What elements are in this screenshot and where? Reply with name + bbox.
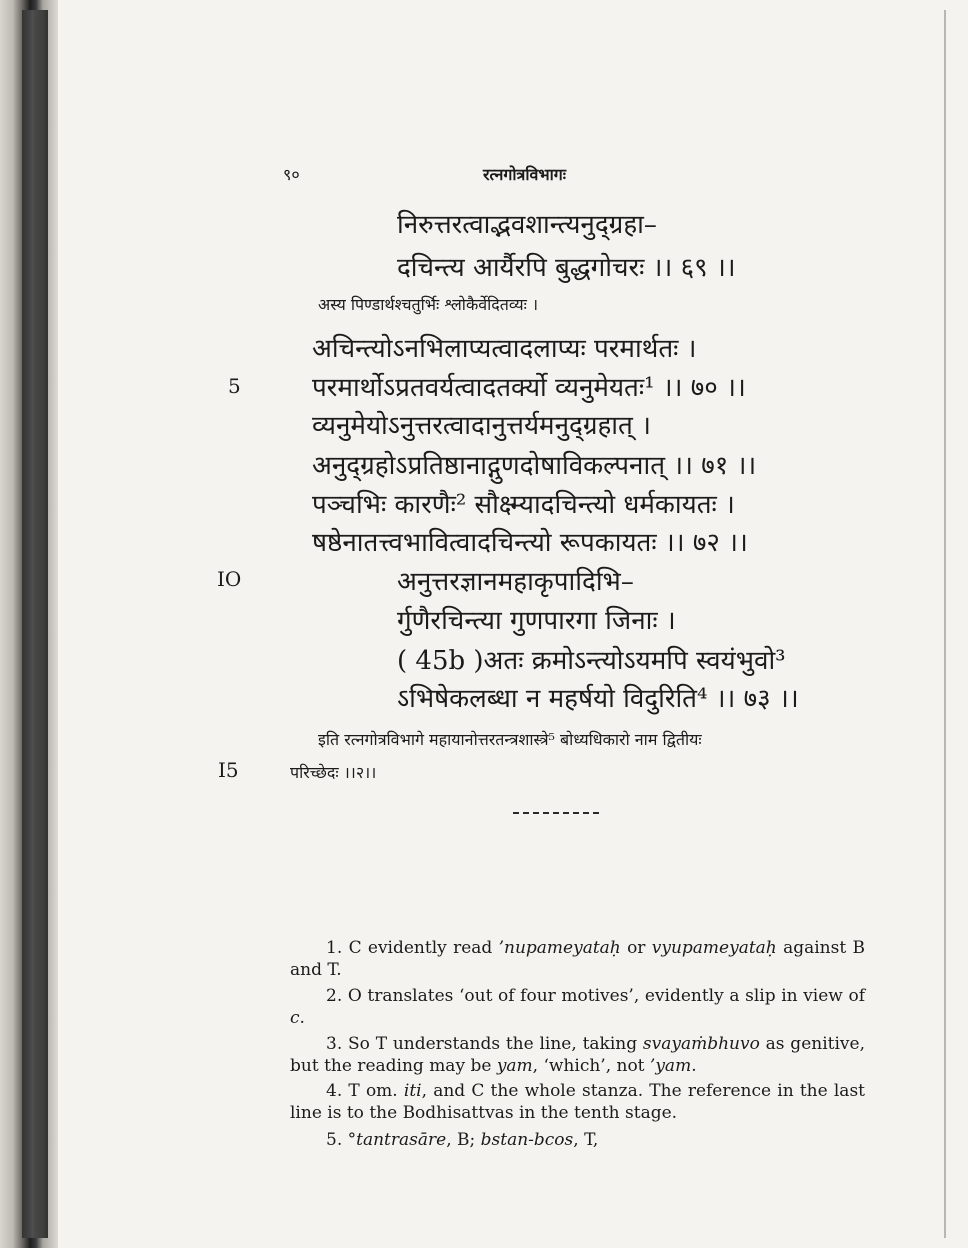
footnote-text: against B and T. bbox=[290, 938, 865, 980]
verse-line: व्यनुमेयोऽनुत्तरत्वादानुत्तर्यमनुद्ग्रहात् । bbox=[312, 411, 651, 441]
footnote bbox=[290, 1080, 865, 1124]
spine-binding bbox=[22, 10, 48, 1238]
line-number: IO bbox=[217, 567, 242, 591]
footnote-text: ’nupameyataḥ bbox=[498, 938, 621, 958]
footnote-text: , B; bbox=[446, 1130, 481, 1150]
footnote bbox=[290, 1033, 865, 1077]
verse-line: ऽभिषेकलब्धा न महर्षयो विदुरिति⁴ ।। ७३ ।। bbox=[397, 684, 799, 714]
verse-line: परमार्थोऽप्रतवर्यत्वादतर्क्यो व्यनुमेयतः¹ ।। ७० ।। bbox=[312, 373, 746, 403]
footnote bbox=[290, 985, 865, 1029]
footnote bbox=[290, 937, 865, 981]
line-number: I5 bbox=[218, 758, 239, 782]
footnote-text: c bbox=[290, 1008, 300, 1028]
footnote-text: yam bbox=[496, 1056, 533, 1076]
running-header bbox=[283, 163, 613, 187]
footnote-number: 3. bbox=[326, 1034, 343, 1054]
footnote-number: 4. bbox=[326, 1081, 343, 1101]
verse-line: अचिन्त्योऽनभिलाप्यत्वादलाप्यः परमार्थतः । bbox=[312, 334, 697, 364]
footnote-text: T om. bbox=[348, 1081, 404, 1101]
footnote-text: as genitive, but the reading may be bbox=[290, 1034, 865, 1076]
footnote-text: So T understands the line, taking bbox=[348, 1034, 643, 1054]
verse-line: अनुद्ग्रहोऽप्रतिष्ठानाद्गुणदोषाविकल्पनात् ।। ७१ ।। bbox=[312, 451, 757, 481]
prose-line: अस्य पिण्डार्थश्चतुर्भिः श्लोकैर्वेदितव्यः । bbox=[318, 295, 539, 314]
verse-line: पञ्चभिः कारणैः² सौक्ष्म्यादचिन्त्यो धर्मकायतः । bbox=[312, 490, 735, 520]
verse-line: निरुत्तरत्वाद्भवशान्त्यनुद्ग्रहा– bbox=[397, 210, 657, 240]
footnote-number: 2. bbox=[326, 986, 343, 1006]
verse-line: दचिन्त्य आर्यैरपि बुद्धगोचरः ।। ६९ ।। bbox=[397, 253, 736, 283]
verse-line: अनुत्तरज्ञानमहाकृपादिभि– bbox=[397, 567, 634, 597]
verse-line: र्गुणैरचिन्त्या गुणपारगा जिनाः । bbox=[397, 606, 676, 636]
footnote-text: C evidently read bbox=[348, 938, 499, 958]
footnote-text: , ‘which’, not bbox=[532, 1056, 650, 1076]
page-number: ९० bbox=[283, 165, 300, 184]
footnote-text: iti bbox=[403, 1081, 422, 1101]
footnote-text: vyupameyataḥ bbox=[651, 938, 777, 958]
footnote-text: svayaṁbhuvo bbox=[642, 1034, 760, 1054]
footnote-text: , T, bbox=[573, 1130, 599, 1150]
footnote-text: O translates ‘out of four motives’, evidently a slip in view of bbox=[347, 986, 865, 1006]
line-number: 5 bbox=[228, 374, 241, 398]
footnote-text: °tantrasāre bbox=[347, 1130, 447, 1150]
footnote-number: 1. bbox=[326, 938, 343, 958]
footnote-text: ’yam bbox=[649, 1056, 692, 1076]
colophon-line: इति रत्नगोत्रविभागे महायानोत्तरतन्त्रशास्त्रे⁵ बोध्यधिकारो नाम द्वितीयः bbox=[318, 730, 702, 749]
footnote-text: , and C the whole stanza. The reference in the last line is to the Bodhisattvas in the tenth stage. bbox=[290, 1081, 865, 1123]
footnote-text: bstan-bcos bbox=[480, 1130, 574, 1150]
running-title: रत्नगोत्रविभागः bbox=[483, 165, 566, 184]
colophon-line: परिच्छेदः ।।२।। bbox=[290, 763, 377, 782]
section-divider bbox=[513, 812, 599, 814]
footnote-text: . bbox=[691, 1056, 697, 1076]
footnote bbox=[290, 1129, 865, 1151]
verse-line: षष्ठेनातत्त्वभावित्वादचिन्त्यो रूपकायतः ।। ७२ ।। bbox=[312, 528, 748, 558]
footnote-text: . bbox=[299, 1008, 305, 1028]
verse-line: ( 45b )अतः क्रमोऽन्त्योऽयमपि स्वयंभुवो³ bbox=[397, 646, 786, 676]
footnote-number: 5. bbox=[326, 1130, 343, 1150]
footnote-text: or bbox=[620, 938, 652, 958]
page-edge bbox=[944, 10, 946, 1238]
